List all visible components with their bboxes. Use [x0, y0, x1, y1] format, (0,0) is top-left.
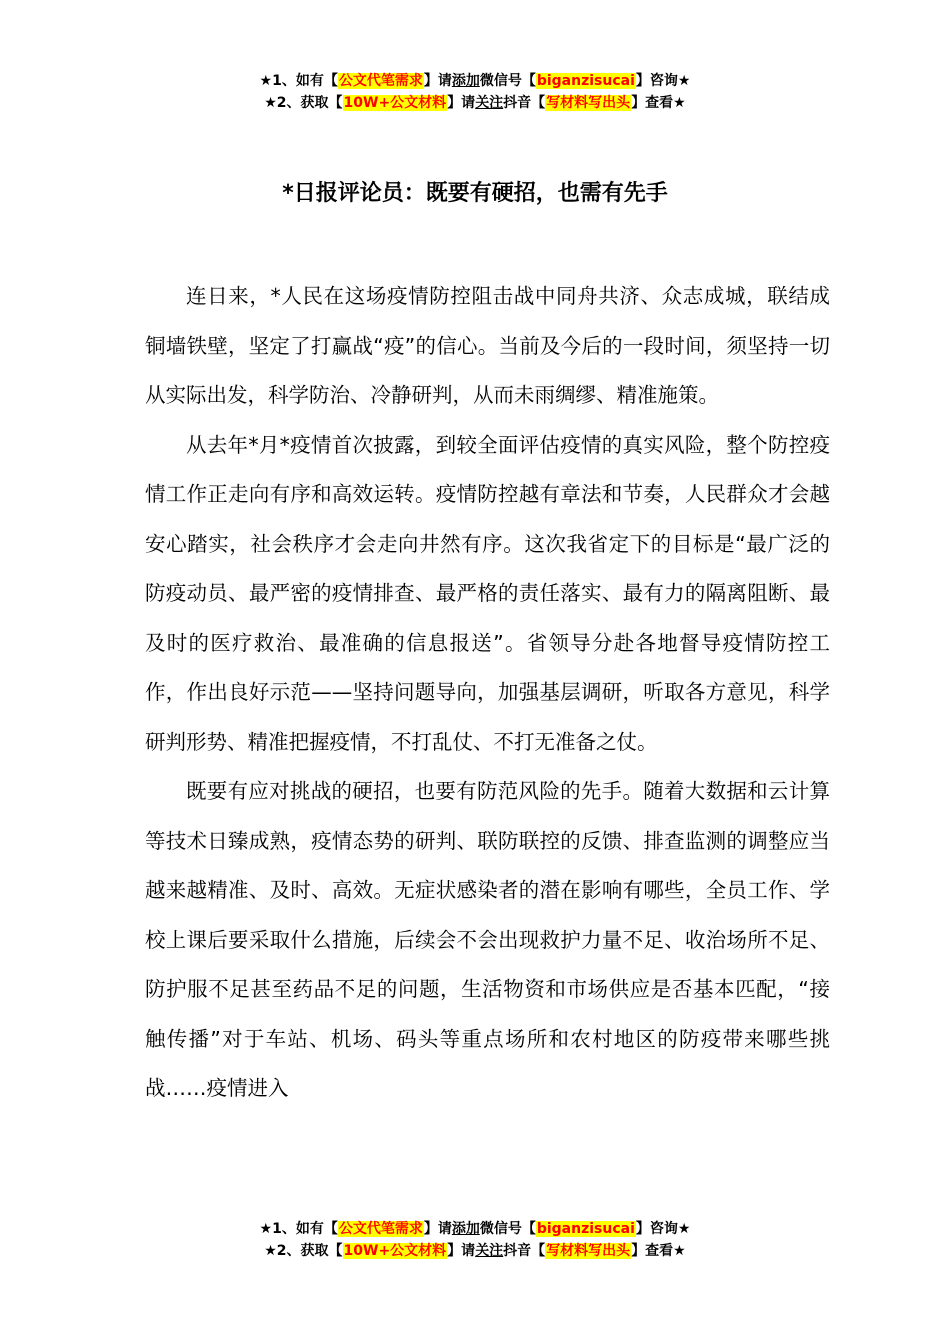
promo-line-2: [0, 92, 950, 114]
paragraph: 连日来，*人民在这场疫情防控阻击战中同舟共济、众志成城，联结成铜墙铁壁，坚定了打赢战“疫”的信心。当前及今后的一段时间，须坚持一切从实际出发，科学防治、冷静研判，从而未雨绸缪、精准施策。: [145, 284, 830, 407]
promo-underline: 添加: [451, 1221, 480, 1237]
promo-highlight: 10W+公文材料: [343, 1243, 447, 1259]
promo-text: 】请: [423, 73, 452, 89]
promo-highlight: 公文代笔需求: [338, 73, 423, 89]
promo-text: 抖音【: [503, 1243, 546, 1259]
document-body: [145, 272, 830, 1114]
promo-line-2: [0, 1240, 950, 1262]
promo-highlight: biganzisucai: [536, 1221, 635, 1237]
promo-text: ★1、如有【: [259, 1221, 338, 1237]
promo-underline: 添加: [451, 73, 480, 89]
promo-text: 抖音【: [503, 95, 546, 111]
promo-highlight: 公文代笔需求: [338, 1221, 423, 1237]
promo-line-1: [0, 70, 950, 92]
promo-text: 】请: [423, 1221, 452, 1237]
promo-text: ★1、如有【: [259, 73, 338, 89]
promo-highlight: biganzisucai: [536, 73, 635, 89]
promo-text: 微信号【: [479, 73, 536, 89]
promo-banner-top: [0, 70, 950, 114]
promo-text: 】咨询★: [635, 1221, 691, 1237]
promo-text: ★2、获取【: [264, 1243, 343, 1259]
document-title: *日报评论员：既要有硬招，也需有先手: [282, 181, 668, 206]
promo-text: ★2、获取【: [264, 95, 343, 111]
promo-highlight: 写材料写出头: [546, 95, 631, 111]
promo-text: 微信号【: [479, 1221, 536, 1237]
promo-text: 】查看★: [631, 1243, 686, 1259]
promo-highlight: 写材料写出头: [546, 1243, 631, 1259]
promo-underline: 关注: [475, 1243, 504, 1259]
promo-text: 】请: [447, 1243, 476, 1259]
promo-highlight: 10W+公文材料: [343, 95, 447, 111]
paragraph: 从去年*月*疫情首次披露，到较全面评估疫情的真实风险，整个防控疫情工作正走向有序和高效运转。疫情防控越有章法和节奏，人民群众才会越安心踏实，社会秩序才会走向井然有序。这次我省定下的目标是“最广泛的防疫动员、最严密的疫情排查、最严格的责任落实、最有力的隔离阻断、最及时的医疗救治、最准确的信息报送”。省领导分赴各地督导疫情防控工作，作出良好示范——坚持问题导向，加强基层调研，听取各方意见，科学研判形势、精准把握疫情，不打乱仗、不打无准备之仗。: [145, 432, 830, 754]
promo-text: 】咨询★: [635, 73, 691, 89]
promo-underline: 关注: [475, 95, 504, 111]
promo-text: 】查看★: [631, 95, 686, 111]
promo-banner-bottom: [0, 1218, 950, 1262]
promo-line-1: [0, 1218, 950, 1240]
promo-text: 】请: [447, 95, 476, 111]
paragraph: 既要有应对挑战的硬招，也要有防范风险的先手。随着大数据和云计算等技术日臻成熟，疫情态势的研判、联防联控的反馈、排查监测的调整应当越来越精准、及时、高效。无症状感染者的潜在影响有哪些，全员工作、学校上课后要采取什么措施，后续会不会出现救护力量不足、收治场所不足、防护服不足甚至药品不足的问题，生活物资和市场供应是否基本匹配，“接触传播”对于车站、机场、码头等重点场所和农村地区的防疫带来哪些挑战……疫情进入: [145, 779, 830, 1100]
